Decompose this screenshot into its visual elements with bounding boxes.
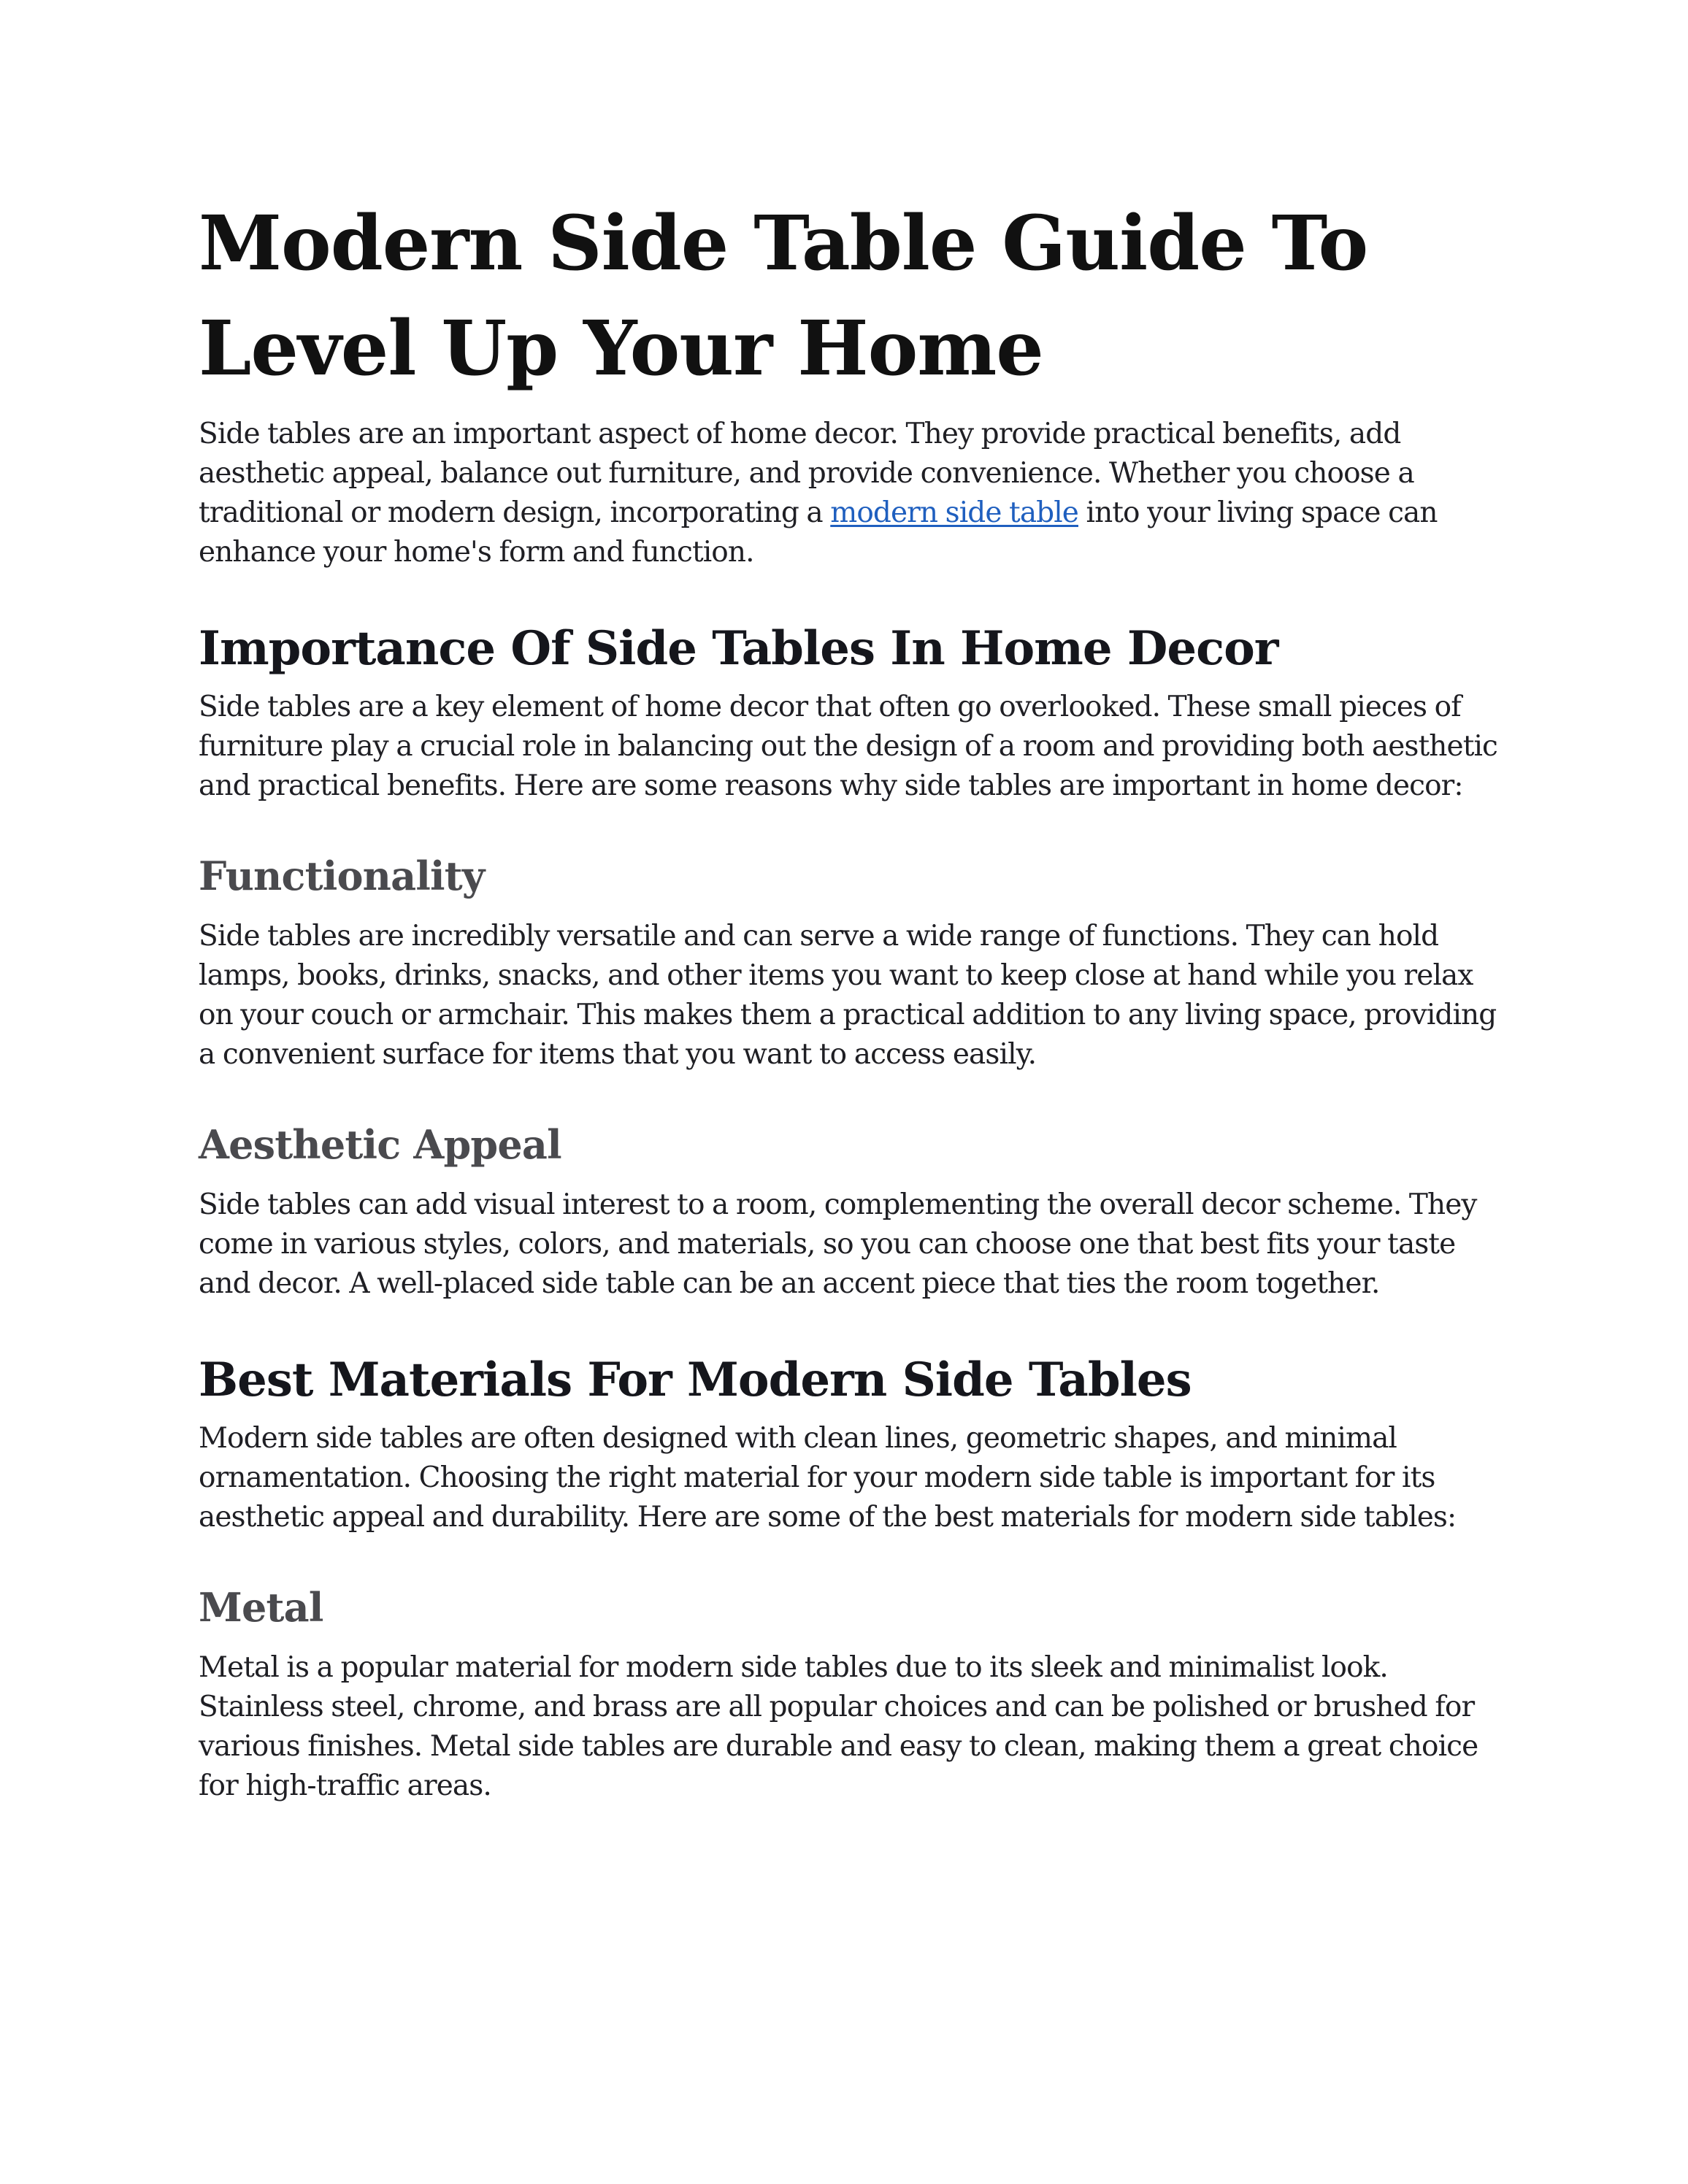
section-heading-materials: Best Materials For Modern Side Tables <box>199 1353 1192 1407</box>
document-title: Modern Side Table Guide To Level Up Your Home <box>199 199 1368 393</box>
subheading-metal: Metal <box>199 1584 323 1631</box>
paragraph-functionality: Side tables are incredibly versatile and can serve a wide range of functions. They can hold lamps, books, drinks, snacks, and other items you want to keep close at hand while you relax on your couch or armchair. This makes them a practical addition to any living space, providing a convenient surface for items that you want to access easily. <box>199 920 1497 1071</box>
section-paragraph-importance: Side tables are a key element of home decor that often go overlooked. These small pieces of furniture play a crucial role in balancing out the design of a room and providing both aesthetic and practical benefits. Here are some reasons why side tables are important in home decor: <box>199 691 1497 802</box>
modern-side-table-link[interactable]: modern side table <box>830 496 1078 529</box>
subheading-functionality: Functionality <box>199 853 485 899</box>
paragraph-metal: Metal is a popular material for modern side tables due to its sleek and minimalist look. Stainless steel, chrome, and brass are all popular choices and can be polished or brushed for various finishes. Metal side tables are durable and easy to clean, making them a great choice for high-traffic areas. <box>199 1651 1478 1802</box>
paragraph-aesthetic-appeal: Side tables can add visual interest to a room, complementing the overall decor scheme. They come in various styles, colors, and materials, so you can choose one that best fits your taste and decor. A well-placed side table can be an accent piece that ties the room together. <box>199 1188 1477 1300</box>
section-heading-importance: Importance Of Side Tables In Home Decor <box>199 621 1278 676</box>
intro-paragraph <box>199 415 1498 572</box>
document-content <box>199 191 1498 1806</box>
subheading-aesthetic-appeal: Aesthetic Appeal <box>199 1121 561 1168</box>
intro-text-after-link: into your living space can enhance your home's form and function. <box>199 496 1438 569</box>
section-paragraph-materials: Modern side tables are often designed with clean lines, geometric shapes, and minimal ornamentation. Choosing the right material for your modern side table is important for its aesthetic appeal and durability. Here are some of the best materials for modern side tables: <box>199 1422 1457 1534</box>
intro-text-before-link: Side tables are an important aspect of home decor. They provide practical benefits, add aesthetic appeal, balance out furniture, and provide convenience. Whether you choose a traditional or modern design, incorporating a <box>199 418 1414 529</box>
